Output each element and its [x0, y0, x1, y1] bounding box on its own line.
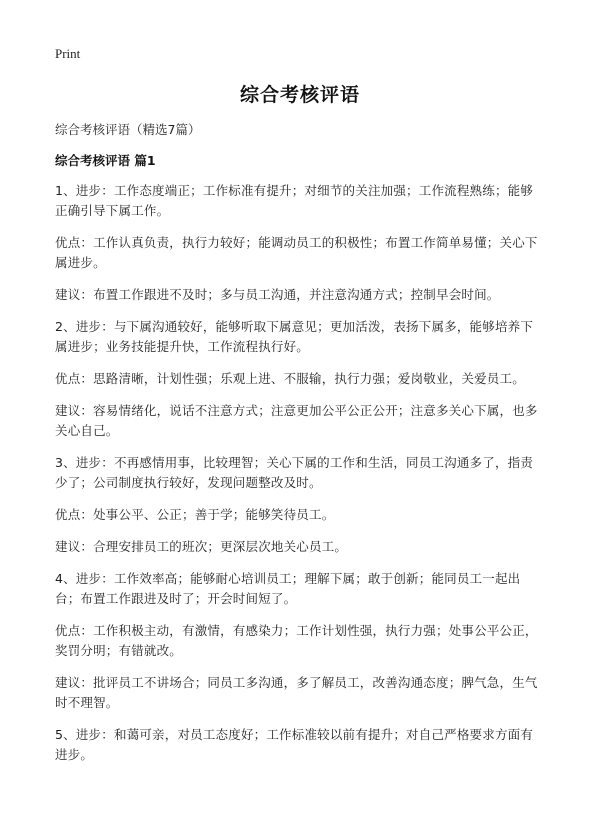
paragraph: 1、进步：工作态度端正；工作标准有提升；对细节的关注加强；工作流程熟练；能够正确引导下属工作。 [55, 183, 534, 218]
paragraph: 优点：工作认真负责，执行力较好；能调动员工的积极性；布置工作简单易懂；关心下属进步。 [55, 235, 538, 270]
print-label: Print [55, 46, 81, 61]
paragraph: 2、进步：与下属沟通较好，能够听取下属意见；更加活泼，表扬下属多，能够培养下属进步；业务技能提升快，工作流程执行好。 [55, 319, 534, 354]
document-subtitle: 综合考核评语（精选7篇） [55, 122, 201, 137]
paragraph: 优点：思路清晰，计划性强；乐观上进、不服输，执行力强；爱岗敬业，关爱员工。 [55, 371, 525, 386]
paragraph: 建议：布置工作跟进不及时；多与员工沟通，并注意沟通方式；控制早会时间。 [55, 287, 500, 302]
paragraph: 5、进步：和蔼可亲，对员工态度好；工作标准较以前有提升；对自己严格要求方面有进步。 [55, 727, 534, 762]
paragraph: 建议：合理安排员工的班次；更深层次地关心员工。 [55, 539, 348, 554]
document-body [55, 181, 545, 777]
paragraph: 优点：处事公平、公正；善于学；能够笑待员工。 [55, 507, 335, 522]
section-heading: 综合考核评语 篇1 [55, 153, 156, 168]
paragraph: 3、进步：不再感情用事，比较理智；关心下属的工作和生活，同员工沟通多了，指责少了；公司制度执行较好，发现问题整改及时。 [55, 455, 534, 490]
paragraph: 建议：容易情绪化，说话不注意方式；注意更加公平公正公开；注意多关心下属，也多关心自己。 [55, 403, 538, 438]
document-title: 综合考核评语 [239, 84, 360, 106]
paragraph: 4、进步：工作效率高；能够耐心培训员工；理解下属；敢于创新；能同员工一起出台；布置工作跟进及时了；开会时间短了。 [55, 571, 521, 606]
paragraph: 建议：批评员工不讲场合；同员工多沟通，多了解员工，改善沟通态度；脾气急，生气时不理智。 [55, 675, 538, 710]
paragraph: 优点：工作积极主动，有激情，有感染力；工作计划性强，执行力强；处事公平公正，奖罚分明；有错就改。 [55, 623, 538, 658]
